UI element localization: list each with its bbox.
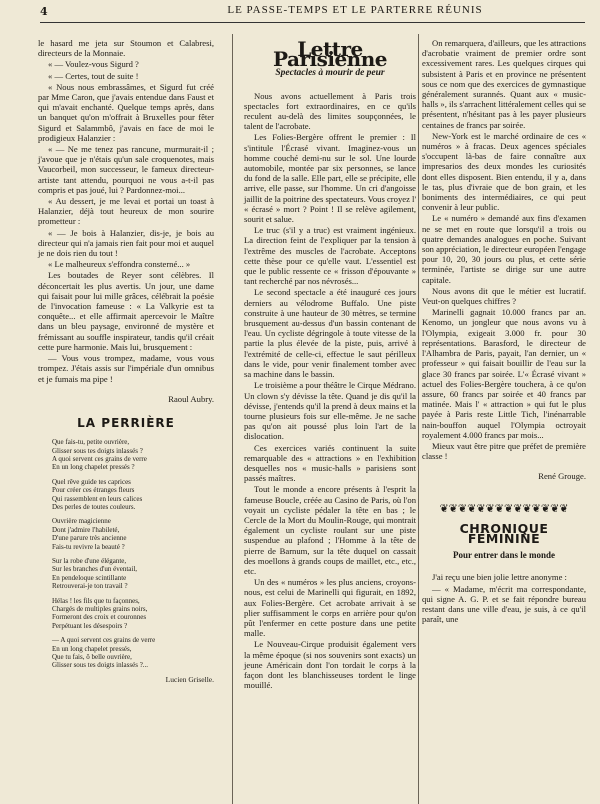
poem-line: Pour créer ces étranges fleurs: [52, 486, 135, 495]
poem-line: Perpétuant les désespoirs ?: [52, 621, 128, 630]
poem-line: Hélas ! les fils que tu façonnes,: [52, 596, 140, 605]
paragraph: « Le malheureux s'effondra consterné... »: [48, 259, 191, 270]
poem-stanza: [52, 517, 214, 551]
paragraph: — Vous vous trompez, madame, vous vous trompez. J'étais assis sur l'impériale d'un omnibus et je fumais ma pipe !: [38, 353, 214, 384]
column-divider: [232, 34, 233, 804]
poem-line: Chargés de multiples grains noirs,: [52, 605, 148, 614]
paragraph: Marinelli gagnait 10.000 francs par an. Kenomo, un jongleur que nous avons vu à l'Olympia, exigeait 3.000 fr. pour 30 représentations. Barasford, le directeur de l'Alhambra de Paris, payait, l'an dernier, un « professeur » qui faisait bouillir de l'eau sur la glace 30 francs par soirée. L'« Écrasé vivant » actuel des Folies-Bergère touchera, à ce qu'on assure, 60 francs par soirée et 40 francs par matinée. Mais l' « attraction » qui fut le plus payée à Paris reste Little Tich, l'inénarrable nain-bouffon auquel l'Olympia octroyait royalement 4.000 francs par mois...: [422, 307, 586, 440]
author-signature: Raoul Aubry.: [168, 393, 214, 404]
paragraph: Le second spectacle a été inauguré ces jours derniers au vélodrome Buffalo. Une piste construite à une hauteur de 30 mètres, se termine brusquement au-dessus d'un bassin contenant de l'eau. Un cycliste dégringole à toute vitesse de la partie la plus élevée de la piste, puis, arrivé à l'extrémité de celle-ci, effectue le saut périlleux dans le vide, pour venir finalement tomber avec sa machine dans le bassin.: [244, 287, 416, 380]
paragraph: Ces exercices variés continuent la suite remarquable des « attractions » en l'exhibition desquelles nos « music-halls » parisiens sont passés maîtres.: [244, 442, 416, 484]
paragraph: New-York est le marché ordinaire de ces « numéros » à fracas. Deux agences spéciales s'occupent là-bas de faire connaître aux impresarios des deux mondes les curiosités dont elles disposent. Bien entendu, il y a, dans le tas, plus d'ivraie que de bon grain, et les boniments des intermédiaires, ce qui peut convenir à leur public.: [422, 130, 586, 213]
poem-line: Que fais-tu, petite ouvrière,: [52, 438, 130, 447]
paragraph: On remarquera, d'ailleurs, que les attractions d'acrobatie vraiment de premier ordre sont excessivement rares. Les quelques cirques qui subsistent à Paris et en province ne présentent sous ce nom que des exercices de gymnastique généralement surannés. Quant aux « music-halls », ils s'arrachent littéralement celles qui se présentent, n'hésitant pas à les payer plusieurs centaines de francs par soirée.: [422, 38, 586, 130]
poem-stanza: [52, 478, 214, 512]
poem-line: Glisser sous tes doigts inlassés ?...: [52, 661, 149, 670]
poem-stanza: [52, 438, 214, 472]
poem-line: Sur les branches d'un éventail,: [52, 565, 138, 574]
paragraph: « — Ne me tenez pas rancune, murmurait-il ; j'avoue que je n'étais qu'un sale croquenotes, mais Vaucorbeil, mon successeur, le fameux directeur-artiste tant attendu, pourquoi ne vous a-t-il pas compris et pas joué, lui ? Pardonnez-moi...: [38, 144, 214, 195]
poem-line: En pendeloque scintillante: [52, 573, 127, 582]
article-subheading: Spectacles à mourir de peur: [275, 68, 385, 79]
poem-line: D'une parure très ancienne: [52, 534, 127, 543]
paragraph: « Au dessert, je me levai et portai un toast à Halanzier, déjà tout heureux de mon sourire prometteur :: [38, 196, 214, 227]
poem-line: Retrouverai-je ton travail ?: [52, 582, 128, 591]
article-heading: Lettre Parisienne: [273, 37, 387, 72]
paragraph: « — Je bois à Halanzier, dis-je, je bois au directeur qui n'a jamais rien fait pour moi et auquel je ne dois rien du tout !: [38, 227, 214, 259]
poem-signature: Lucien Griselle.: [165, 674, 214, 684]
running-title: LE PASSE-TEMPS ET LE PARTERRE RÉUNIS: [227, 4, 483, 16]
poem-line: En un long chapelet pressés,: [52, 644, 132, 653]
poem-stanza: [52, 557, 214, 591]
poem-line: Sur la robe d'une élégante,: [52, 556, 127, 565]
paragraph: J'ai reçu une bien jolie lettre anonyme :: [432, 572, 567, 583]
ornament-divider: ❦❦❦❦❦❦❦❦❦❦❦❦❦❦: [439, 503, 569, 514]
paragraph: Le troisième a pour théâtre le Cirque Médrano. Un clown s'y dévisse la tête. Quand je dis qu'il la dévisse, j'entends qu'il la prend à deux mains et la tourne plusieurs fois sur elle-même. Je ne sache pas qu'on ait poussé plus loin l'art de la dislocation.: [244, 380, 416, 442]
paragraph: Tout le monde a encore présents à l'esprit la fameuse Boucle, créée au Casino de Paris, où l'on voyait un cycliste pédaler la tête en bas ; le Cercle de la Mort du Moulin-Rouge, qui montrait également un cycliste roulant sur une piste suspendue au plafond ; l'Homme à la tête de pierre de Barnum, sur la tête duquel on cassait des moellons à grands coups de maillet, etc., etc., etc.: [244, 484, 416, 576]
poem-line: Dont j'admire l'habileté,: [52, 525, 120, 534]
poem-line: Ouvrière magicienne: [52, 517, 111, 526]
paragraph: Les boutades de Reyer sont célèbres. Il déconcertait les plus avertis. Un jour, une dame qui faisait pour lui mille grâces, célébrait la poésie de l'invocation fameuse : « La Valkyrie est ta conquête... et elle affirmait apercevoir le Maître dans un bleu paysage, environné de mystère et frémissant au souffle inspirateur, tandis qu'il créait cette pure harmonie. Mais lui, brusquement :: [38, 270, 214, 352]
page-number: 4: [40, 5, 48, 18]
paragraph: Les Folies-Bergère offrent le premier : Il s'intitule l'Écrasé vivant. Imaginez-vous un homme couché demi-nu sur le sol. Une lourde automobile, montée par six personnes, se lance du fond de la salle. Elle part, elle se précipite, elle arrive, elle passe, sur l'homme. Un cri d'angoisse jaillit de la poitrine des spectateurs. Vous croyez l' « écrasé » mort ? Point ! Il se relève agilement, sourit et salue.: [244, 132, 416, 225]
paragraph: Le « numéro » demandé aux fins d'examen ne se met en route que lorsqu'il a trois ou quatre demandes analogues en poche. Suivant son appréciation, le directeur européen l'engage pour 10, 20, 30 jours ou plus, et cette série terminée, l'artiste se dirige sur une autre capitale.: [422, 213, 586, 285]
paragraph: « Nous nous embrassâmes, et Sigurd fut créé par Mme Caron, que j'avais entendue dans Faust et qui m'avait enchanté. Quelque temps après, dans un banquet qu'on m'offrait à Bruxelles pour fêter Sigurd et Salammbô, j'avais en face de moi le prodigieux Halanzier :: [38, 81, 214, 143]
poem: [38, 438, 214, 684]
paragraph: Nous avons actuellement à Paris trois spectacles fort extraordinaires, en ce qu'ils reculent au-delà des limites soupçonnées, le talent de l'acrobate.: [244, 90, 416, 132]
poem-line: Quel rêve guide tes caprices: [52, 477, 131, 486]
header-rule: [40, 22, 585, 23]
poem-line: — A quoi servent ces grains de verre: [52, 636, 156, 645]
paragraph: Le truc (s'il y a truc) est vraiment ingénieux. La direction feint de l'expliquer par la tension à l'extrême des muscles de l'acrobate. Acceptons cette thèse pour ce qu'elle vaut. L'essentiel est que le public ressente ce « frisson d'épouvante » tant recherché par nos névrosés...: [244, 225, 416, 287]
poem-line: Fais-tu revivre la beauté ?: [52, 542, 125, 551]
poem-line: A quoi servent ces grains de verre: [52, 454, 147, 463]
paragraph: « — Voulez-vous Sigurd ?: [48, 59, 139, 70]
poem-line: Formeront des croix et couronnes: [52, 613, 147, 622]
section-subheading: Pour entrer dans le monde: [452, 550, 555, 561]
column-left: [38, 38, 214, 684]
poem-line: Glisser sous tes doigts inlassés ?: [52, 446, 143, 455]
paragraph: — « Madame, m'écrit ma correspondante, qui signe A. G. P. et se fait répondre bureau restant dans une ville d'eau, je suis, à ce qu'il paraît, une: [422, 583, 586, 625]
paragraph: le hasard me jeta sur Stoumon et Calabresi, directeurs de la Monnaie.: [38, 38, 214, 59]
paragraph: Mieux vaut être pitre que préfet de première classe !: [422, 440, 586, 462]
poem-stanza: [52, 636, 214, 670]
column-divider: [418, 34, 419, 804]
poem-line: Que tu fais, ô belle ouvrière,: [52, 653, 132, 662]
paragraph: Un des « numéros » les plus anciens, croyons-nous, est celui de Marinelli qui figurait, en 1892, aux Folies-Bergère. Cet acrobate arrivait à se plier suffisamment le corps en arrière pour qu'on pût l'enfermer en cette posture dans une petite malle.: [244, 577, 416, 639]
poem-line: Qui rassemblent en leurs calices: [52, 494, 143, 503]
poem-stanza: [52, 597, 214, 631]
poem-line: Des perles de toutes couleurs.: [52, 502, 136, 511]
poem-line: En un long chapelet pressés ?: [52, 463, 135, 472]
column-right: [422, 38, 586, 625]
column-middle: [244, 38, 416, 691]
section-heading: CHRONIQUE FÉMININE: [459, 520, 549, 546]
poem-title: LA PERRIÈRE: [77, 415, 175, 430]
page-header: [0, 0, 600, 22]
paragraph: Le Nouveau-Cirque produisit également vers la même époque (si nos souvenirs sont exacts) un jeune Américain dont l'on tordait le corps à la façon dont les blanchisseuses tordent le linge mouillé.: [244, 639, 416, 691]
paragraph: « — Certes, tout de suite !: [48, 70, 139, 81]
author-signature: René Grouge.: [538, 471, 586, 482]
paragraph: Nous avons dit que le métier est lucratif. Veut-on quelques chiffres ?: [422, 285, 586, 307]
